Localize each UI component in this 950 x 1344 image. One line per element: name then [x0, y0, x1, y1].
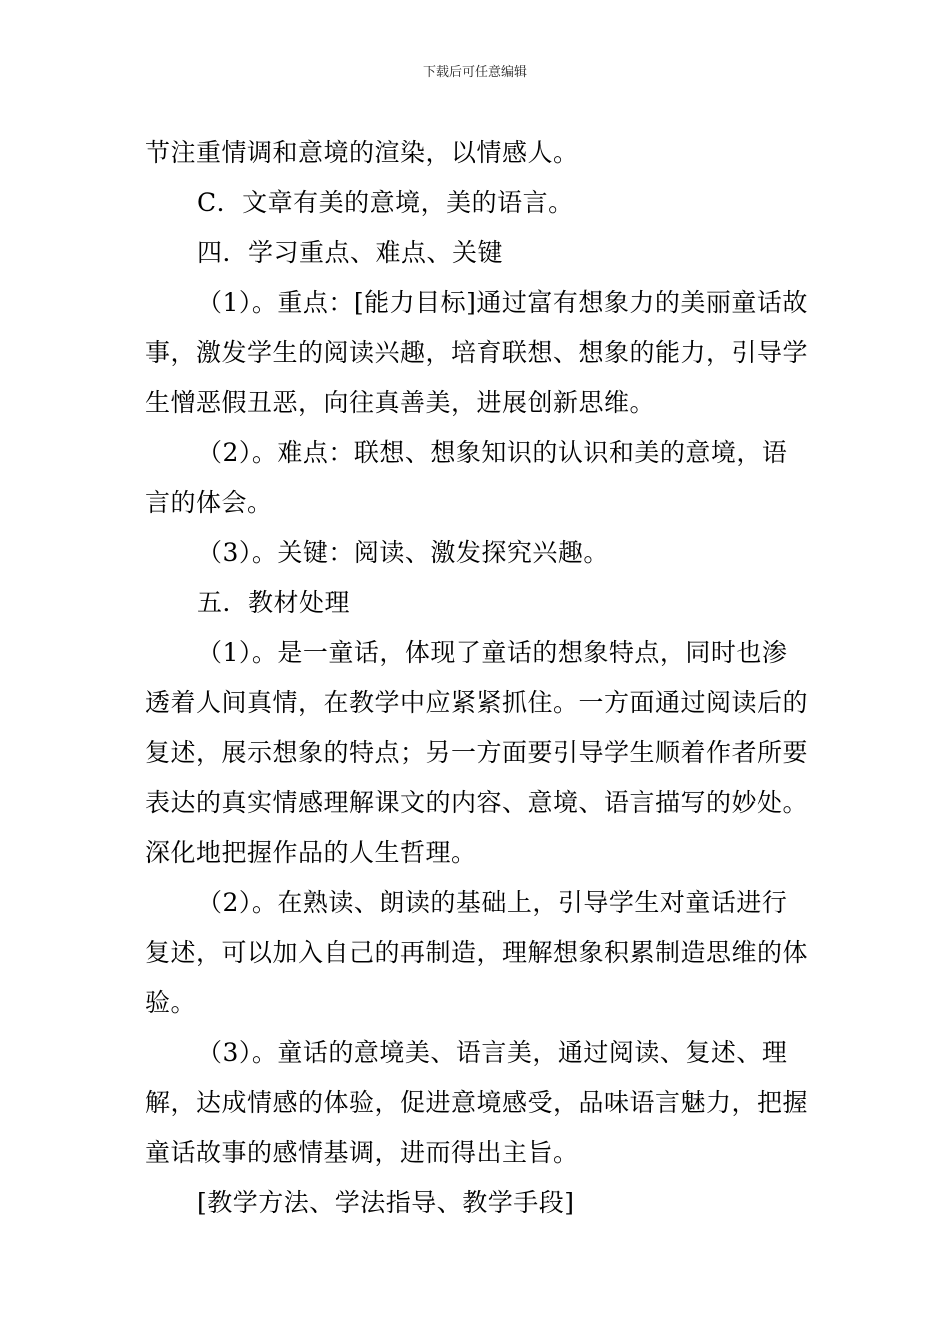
paragraph: （2）。在熟读、朗读的基础上，引导学生对童话进行复述，可以加入自己的再制造，理解想象积累制造思维的体验。	[145, 888, 809, 1017]
paragraph: （2）。难点：联想、想象知识的认识和美的意境，语言的体会。	[145, 438, 788, 517]
paragraph: （1）。是一童话，体现了童话的想象特点，同时也渗透着人间真情，在教学中应紧紧抓住。一方面通过阅读后的复述，展示想象的特点；另一方面要引导学生顺着作者所要表达的真实情感理解课文的内容、意境、语言描写的妙处。深化地把握作品的人生哲理。	[145, 638, 809, 867]
section-heading: [教学方法、学法指导、教学手段]	[197, 1188, 575, 1217]
section-heading: 四．学习重点、难点、关键	[197, 238, 504, 267]
paragraph: 节注重情调和意境的渲染，以情感人。	[145, 138, 579, 167]
page-header: 下载后可任意编辑	[422, 65, 527, 80]
paragraph: C．文章有美的意境，美的语言。	[197, 188, 574, 217]
document-body	[145, 128, 810, 1228]
paragraph: （3）。关键：阅读、激发探究兴趣。	[197, 538, 609, 567]
paragraph: （3）。童话的意境美、语言美，通过阅读、复述、理解，达成情感的体验，促进意境感受，品味语言魅力，把握童话故事的感情基调，进而得出主旨。	[145, 1038, 809, 1167]
section-heading: 五．教材处理	[197, 588, 351, 617]
paragraph: （1）。重点：[能力目标]通过富有想象力的美丽童话故事，激发学生的阅读兴趣，培育联想、想象的能力，引导学生憎恶假丑恶，向往真善美，进展创新思维。	[145, 288, 809, 417]
